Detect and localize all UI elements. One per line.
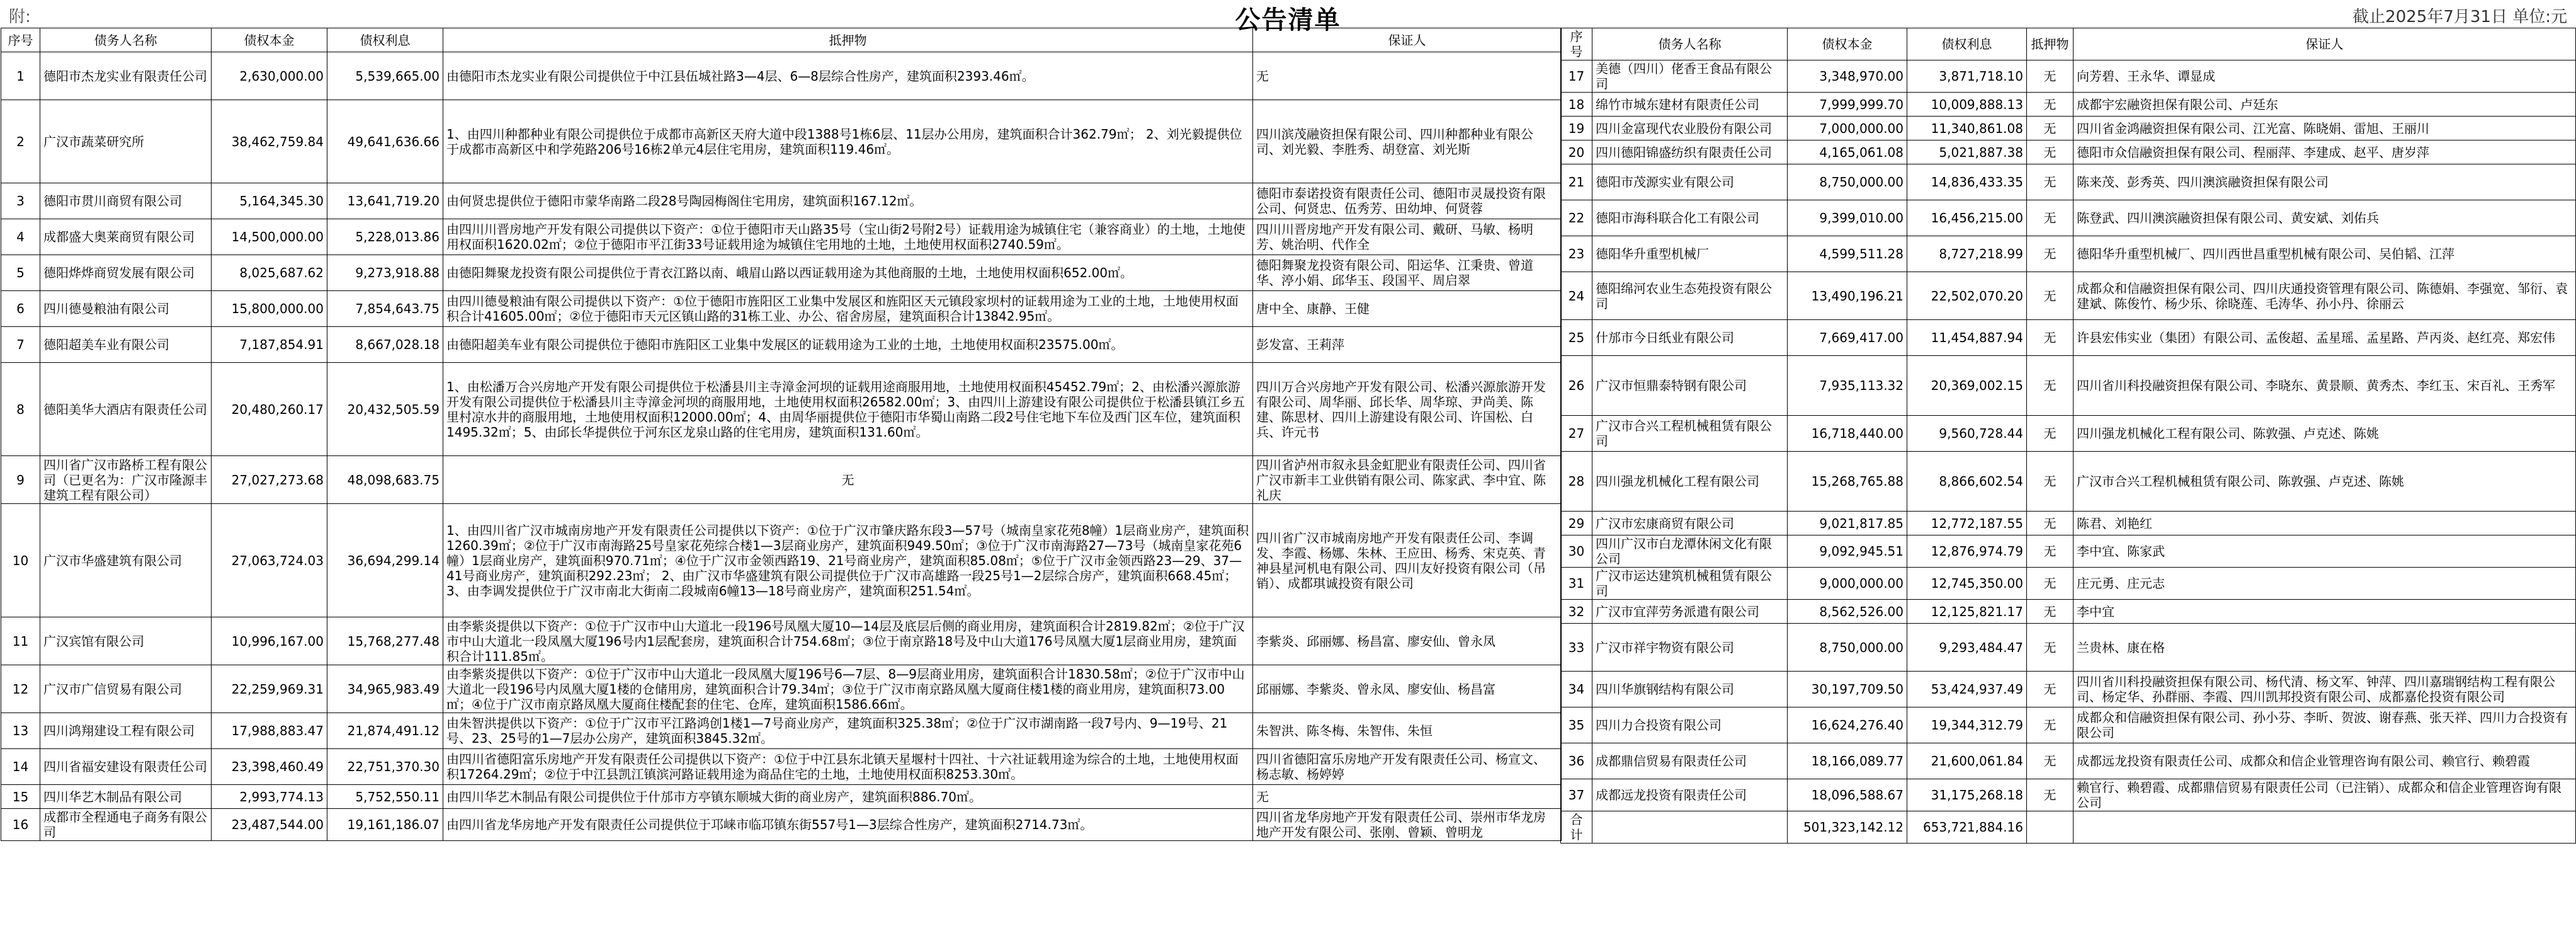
principal-cell: 30,197,709.50	[1788, 672, 1907, 707]
collateral-cell: 由何贤忠提供位于德阳市蒙华南路二段28号陶园梅阁住宅用房，建筑面积167.12㎡。	[443, 183, 1253, 219]
guarantor-cell: 庄元勇、庄元志	[2074, 568, 2576, 600]
table-row	[1561, 743, 2576, 779]
seq-cell: 3	[1, 183, 40, 219]
interest-cell: 19,344,312.79	[1907, 707, 2027, 743]
interest-cell: 22,502,070.20	[1907, 272, 2027, 320]
interest-cell: 12,772,187.55	[1907, 512, 2027, 535]
seq-cell: 19	[1561, 117, 1592, 140]
guarantor-cell: 成都远龙投资有限责任公司、成都众和信企业管理咨询有限公司、赖官行、赖碧霞	[2074, 743, 2576, 779]
principal-cell: 8,025,687.62	[212, 255, 327, 291]
guarantor-cell: 无	[1253, 52, 1562, 100]
collateral-cell: 无	[2027, 200, 2074, 236]
guarantor-cell: 李中宜	[2074, 600, 2576, 624]
table-row	[1561, 512, 2576, 535]
total-row	[1561, 811, 2576, 844]
principal-cell: 38,462,759.84	[212, 100, 327, 183]
guarantor-cell: 德阳华升重型机械厂、四川西世昌重型机械有限公司、吴伯韬、江萍	[2074, 236, 2576, 272]
debtor-cell: 广汉宾馆有限公司	[40, 617, 212, 665]
table-row	[1561, 707, 2576, 743]
interest-cell: 5,539,665.00	[327, 52, 443, 100]
seq-cell: 25	[1561, 320, 1592, 356]
guarantor-cell: 赖官行、赖碧霞、成都鼎信贸易有限责任公司（已注销）、成都众和信企业管理咨询有限公司	[2074, 779, 2576, 811]
principal-cell: 8,750,000.00	[1788, 164, 1907, 200]
guarantor-cell: 四川省金鸿融资担保有限公司、江光富、陈晓娟、雷旭、王丽川	[2074, 117, 2576, 140]
guarantor-cell: 德阳市众信融资担保有限公司、程丽萍、李建成、赵平、唐岁萍	[2074, 140, 2576, 164]
debtor-cell: 成都远龙投资有限责任公司	[1592, 779, 1788, 811]
guarantor-cell: 许县宏伟实业（集团）有限公司、孟俊超、孟星瑶、孟星路、芦丙炎、赵红亮、郑宏伟	[2074, 320, 2576, 356]
seq-cell: 18	[1561, 93, 1592, 117]
guarantor-cell: 成都宇宏融资担保有限公司、卢廷东	[2074, 93, 2576, 117]
guarantor-cell: 兰贵林、康在格	[2074, 624, 2576, 672]
seq-cell: 24	[1561, 272, 1592, 320]
table-row	[1, 291, 1562, 327]
principal-cell: 2,993,774.13	[212, 785, 327, 809]
guarantor-cell: 德阳市泰诺投资有限责任公司、德阳市灵晟投资有限公司、何贤忠、伍秀芳、田幼坤、何贤蓉	[1253, 183, 1562, 219]
collateral-cell: 无	[2027, 117, 2074, 140]
interest-cell: 15,768,277.48	[327, 617, 443, 665]
interest-cell: 12,745,350.00	[1907, 568, 2027, 600]
interest-cell: 13,641,719.20	[327, 183, 443, 219]
guarantor-cell: 成都众和信融资担保有限公司、孙小芬、李昕、贺波、谢春燕、张天祥、四川力合投资有限公司	[2074, 707, 2576, 743]
principal-cell: 4,165,061.08	[1788, 140, 1907, 164]
principal-cell: 18,096,588.67	[1788, 779, 1907, 811]
guarantor-cell: 邱丽娜、李紫炎、曾永凤、廖安仙、杨昌富	[1253, 665, 1562, 713]
col-debtor: 债务人名称	[40, 28, 212, 52]
interest-cell: 21,874,491.12	[327, 713, 443, 749]
guarantor-cell: 成都众和信融资担保有限公司、四川庆通投资管理有限公司、陈德娟、李强宽、邹衍、袁建斌、陈俊竹、杨少乐、徐晓莲、毛涛华、孙小丹、徐丽云	[2074, 272, 2576, 320]
seq-cell: 22	[1561, 200, 1592, 236]
collateral-cell: 无	[2027, 356, 2074, 416]
interest-cell: 53,424,937.49	[1907, 672, 2027, 707]
guarantor-cell: 德阳舞聚龙投资有限公司、阳运华、江秉贵、曾道华、渟小娟、邱华玉、段国平、周启翠	[1253, 255, 1562, 291]
interest-cell: 11,454,887.94	[1907, 320, 2027, 356]
debtor-cell: 德阳市海科联合化工有限公司	[1592, 200, 1788, 236]
seq-cell: 35	[1561, 707, 1592, 743]
total-interest: 653,721,884.16	[1907, 811, 2027, 844]
debtor-cell: 四川鸿翔建设工程有限公司	[40, 713, 212, 749]
guarantor-cell: 陈来茂、彭秀英、四川澳滨融资担保有限公司	[2074, 164, 2576, 200]
seq-cell: 5	[1, 255, 40, 291]
table-row	[1561, 140, 2576, 164]
guarantor-cell: 四川省广汉市城南房地产开发有限责任公司、李调发、李霞、杨娜、朱林、王应田、杨秀、宋克英、青神县星河机电有限公司、四川友好投资有限公司（吊销）、成都琪诚投资有限公司	[1253, 504, 1562, 617]
principal-cell: 9,021,817.85	[1788, 512, 1907, 535]
collateral-cell: 由四川省龙华房地产开发有限责任公司提供位于邛崃市临邛镇东街557号1—3层综合性房产，建筑面积2714.73㎡。	[443, 809, 1253, 841]
seq-cell: 36	[1561, 743, 1592, 779]
collateral-cell: 无	[2027, 743, 2074, 779]
debtor-cell: 四川德阳锦盛纺织有限责任公司	[1592, 140, 1788, 164]
collateral-cell: 由李紫炎提供以下资产：①位于广汉市中山大道北一段凤凰大厦196号6—7层、8—9层商业用房，建筑面积合计1830.58㎡；②位于广汉市中山大道北一段196号内凤凰大厦1楼的仓储用房，建筑面积合计79.34㎡；③位于广汉市南京路凤凰大厦商住楼1楼的商业用房，建筑面积73.00㎡；④位于广汉市南京路凤凰大厦商住楼配套的住宅、仓库，建筑面积1586.66㎡。	[443, 665, 1253, 713]
debtor-cell: 德阳烨烨商贸发展有限公司	[40, 255, 212, 291]
col-debtor: 债务人名称	[1592, 28, 1788, 60]
table-row	[1, 363, 1562, 456]
table-row	[1, 504, 1562, 617]
principal-cell: 20,480,260.17	[212, 363, 327, 456]
interest-cell: 20,369,002.15	[1907, 356, 2027, 416]
empty-cell	[1592, 811, 1788, 844]
principal-cell: 8,562,526.00	[1788, 600, 1907, 624]
left-header-row	[1, 28, 1562, 52]
interest-cell: 19,161,186.07	[327, 809, 443, 841]
principal-cell: 16,718,440.00	[1788, 416, 1907, 452]
table-row	[1561, 356, 2576, 416]
table-row	[1, 183, 1562, 219]
table-row	[1, 327, 1562, 363]
seq-cell: 37	[1561, 779, 1592, 811]
collateral-cell: 1、由松潘万合兴房地产开发有限公司提供位于松潘县川主寺漳金河坝的证载用途商服用地，土地使用权面积45452.79㎡；2、由松潘兴源旅游开发有限公司提供位于松潘县川主寺漳金河坝的商服用地，土地使用权面积26582.00㎡；3、由四川上游建设有限公司提供位于松潘县镇江乡五里村凉水井的商服用地，土地使用权面积12000.00㎡；4、由周华丽提供位于德阳市华蜀山南路二段2号住宅地下车位及西门区车位，建筑面积1495.32㎡；5、由邱长华提供位于河东区龙泉山路的住宅用房，建筑面积131.60㎡。	[443, 363, 1253, 456]
principal-cell: 27,063,724.03	[212, 504, 327, 617]
guarantor-cell: 四川万合兴房地产开发有限公司、松潘兴源旅游开发有限公司、周华丽、邱长华、周华琼、尹尚美、陈建、陈思材、四川上游建设有限公司、许国松、白兵、许元书	[1253, 363, 1562, 456]
debtor-cell: 德阳绵河农业生态苑投资有限公司	[1592, 272, 1788, 320]
interest-cell: 12,876,974.79	[1907, 535, 2027, 568]
table-row	[1561, 779, 2576, 811]
col-principal: 债权本金	[212, 28, 327, 52]
interest-cell: 48,098,683.75	[327, 456, 443, 504]
date-unit-note: 截止2025年7月31日 单位:元	[2352, 8, 2567, 26]
seq-cell: 31	[1561, 568, 1592, 600]
collateral-cell: 1、由四川省广汉市城南房地产开发有限责任公司提供以下资产：①位于广汉市肇庆路东段3—57号（城南皇家花苑8幢）1层商业房产，建筑面积1260.39㎡；②位于广汉市南海路25号皇家花苑综合楼1—3层商业房产，建筑面积949.50㎡；③位于广汉市南海路27—73号（城南皇家花苑6幢）1层商业房产，建筑面积970.71㎡；④位于广汉市金领西路19、21号商业房产，建筑面积85.08㎡；⑤位于广汉市金领西路23—29、37—41号商业房产，建筑面积292.23㎡； 2、由广汉市华盛建筑有限公司提供位于广汉市高雄路一段25号1—2层综合房产，建筑面积668.45㎡； 3、由李调发提供位于广汉市南北大街南二段城南6幢13—18号商业房产，建筑面积251.54㎡。	[443, 504, 1253, 617]
debtor-cell: 广汉市合兴工程机械租赁有限公司	[1592, 416, 1788, 452]
interest-cell: 5,021,887.38	[1907, 140, 2027, 164]
seq-cell: 12	[1, 665, 40, 713]
guarantor-cell: 广汉市合兴工程机械租赁有限公司、陈敦强、卢克述、陈姚	[2074, 452, 2576, 512]
debtor-cell: 广汉市祥宇物资有限公司	[1592, 624, 1788, 672]
document-header	[0, 0, 2576, 35]
collateral-cell: 无	[2027, 452, 2074, 512]
debtor-cell: 绵竹市城东建材有限责任公司	[1592, 93, 1788, 117]
principal-cell: 15,268,765.88	[1788, 452, 1907, 512]
interest-cell: 5,228,013.86	[327, 219, 443, 255]
seq-cell: 21	[1561, 164, 1592, 200]
total-label: 合计	[1561, 811, 1592, 844]
debtor-cell: 四川省福安建设有限责任公司	[40, 749, 212, 785]
interest-cell: 34,965,983.49	[327, 665, 443, 713]
table-row	[1561, 535, 2576, 568]
seq-cell: 29	[1561, 512, 1592, 535]
seq-cell: 2	[1, 100, 40, 183]
guarantor-cell: 四川川晋房地产开发有限公司、戴研、马敏、杨明芳、姚治明、代作全	[1253, 219, 1562, 255]
guarantor-cell: 四川省龙华房地产开发有限责任公司、崇州市华龙房地产开发有限公司、张刚、曾颖、曾明龙	[1253, 809, 1562, 841]
collateral-cell: 无	[2027, 600, 2074, 624]
collateral-cell: 无	[2027, 512, 2074, 535]
table-row	[1, 100, 1562, 183]
debtor-cell: 四川华旗钢结构有限公司	[1592, 672, 1788, 707]
debtor-cell: 四川德曼粮油有限公司	[40, 291, 212, 327]
total-principal: 501,323,142.12	[1788, 811, 1907, 844]
principal-cell: 23,398,460.49	[212, 749, 327, 785]
interest-cell: 31,175,268.18	[1907, 779, 2027, 811]
right-table	[1560, 28, 2576, 844]
interest-cell: 22,751,370.30	[327, 749, 443, 785]
principal-cell: 7,669,417.00	[1788, 320, 1907, 356]
col-seq: 序号	[1561, 28, 1592, 60]
collateral-cell: 由四川川晋房地产开发有限公司提供以下资产：①位于德阳市天山路35号（宝山街2号附2号）证载用途为城镇住宅（兼容商业）的土地，土地使用权面积1620.02㎡；②位于德阳市平江街33号证载用途为城镇住宅用地的土地，土地使用权面积2740.59㎡。	[443, 219, 1253, 255]
principal-cell: 2,630,000.00	[212, 52, 327, 100]
principal-cell: 16,624,276.40	[1788, 707, 1907, 743]
collateral-cell: 由四川德曼粮油有限公司提供以下资产：①位于德阳市旌阳区工业集中发展区和旌阳区天元镇段家坝村的证载用途为工业的土地，土地使用权面积合计41605.00㎡；②位于德阳市天元区镇山路的31栋工业、办公、宿舍房屋，建筑面积合计13842.95㎡。	[443, 291, 1253, 327]
guarantor-cell: 朱智洪、陈冬梅、朱智伟、朱恒	[1253, 713, 1562, 749]
interest-cell: 9,560,728.44	[1907, 416, 2027, 452]
collateral-cell: 由朱智洪提供以下资产：①位于广汉市平江路鸿创1楼1—7号商业房产，建筑面积325.38㎡；②位于广汉市湖南路一段7号内、9—19号、21号、23、25号的1—7层办公房产，建筑面积3845.32㎡。	[443, 713, 1253, 749]
collateral-cell: 由德阳超美车业有限公司提供位于德阳市旌阳区工业集中发展区的证载用途为工业的土地，土地使用权面积23575.00㎡。	[443, 327, 1253, 363]
seq-cell: 7	[1, 327, 40, 363]
table-row	[1, 52, 1562, 100]
principal-cell: 7,999,999.70	[1788, 93, 1907, 117]
interest-cell: 20,432,505.59	[327, 363, 443, 456]
debtor-cell: 德阳市茂源实业有限公司	[1592, 164, 1788, 200]
debtor-cell: 广汉市广信贸易有限公司	[40, 665, 212, 713]
table-row	[1561, 624, 2576, 672]
table-row	[1561, 164, 2576, 200]
seq-cell: 23	[1561, 236, 1592, 272]
interest-cell: 5,752,550.11	[327, 785, 443, 809]
table-row	[1, 255, 1562, 291]
seq-cell: 15	[1, 785, 40, 809]
table-row	[1561, 416, 2576, 452]
table-row	[1561, 236, 2576, 272]
debtor-cell: 什邡市今日纸业有限公司	[1592, 320, 1788, 356]
seq-cell: 1	[1, 52, 40, 100]
interest-cell: 11,340,861.08	[1907, 117, 2027, 140]
debtor-cell: 广汉市蔬菜研究所	[40, 100, 212, 183]
table-row	[1, 219, 1562, 255]
guarantor-cell: 四川省川科投融资担保有限公司、杨代清、杨文军、钟萍、四川嘉瑞钢结构工程有限公司、杨定华、孙群丽、李霞、四川凯邦投资有限公司、成都嘉伦投资有限公司	[2074, 672, 2576, 707]
interest-cell: 9,273,918.88	[327, 255, 443, 291]
col-principal: 债权本金	[1788, 28, 1907, 60]
collateral-cell: 由李紫炎提供以下资产：①位于广汉市中山大道北一段196号凤凰大厦10—14层及底层后侧的商业用房，建筑面积合计2819.82㎡；②位于广汉市中山大道北一段凤凰大厦196号内1层配套房，建筑面积合计754.68㎡；③位于南京路18号及中山大道176号凤凰大厦1层商业用房，建筑面积合计111.85㎡。	[443, 617, 1253, 665]
principal-cell: 18,166,089.77	[1788, 743, 1907, 779]
interest-cell: 16,456,215.00	[1907, 200, 2027, 236]
principal-cell: 4,599,511.28	[1788, 236, 1907, 272]
collateral-cell: 无	[2027, 568, 2074, 600]
principal-cell: 15,800,000.00	[212, 291, 327, 327]
table-row	[1561, 320, 2576, 356]
seq-cell: 34	[1561, 672, 1592, 707]
table-row	[1561, 600, 2576, 624]
collateral-cell: 无	[2027, 60, 2074, 93]
principal-cell: 13,490,196.21	[1788, 272, 1907, 320]
debtor-cell: 四川金富现代农业股份有限公司	[1592, 117, 1788, 140]
seq-cell: 26	[1561, 356, 1592, 416]
collateral-cell: 无	[2027, 272, 2074, 320]
principal-cell: 7,935,113.32	[1788, 356, 1907, 416]
collateral-cell: 由德阳舞聚龙投资有限公司提供位于青衣江路以南、峨眉山路以西证载用途为其他商服的土地，土地使用权面积652.00㎡。	[443, 255, 1253, 291]
debtor-cell: 德阳超美车业有限公司	[40, 327, 212, 363]
debtor-cell: 四川华艺木制品有限公司	[40, 785, 212, 809]
seq-cell: 16	[1, 809, 40, 841]
table-row	[1, 713, 1562, 749]
debtor-cell: 广汉市宏康商贸有限公司	[1592, 512, 1788, 535]
collateral-cell: 无	[2027, 672, 2074, 707]
seq-cell: 30	[1561, 535, 1592, 568]
guarantor-cell: 陈君、刘艳红	[2074, 512, 2576, 535]
seq-cell: 27	[1561, 416, 1592, 452]
interest-cell: 21,600,061.84	[1907, 743, 2027, 779]
debtor-cell: 广汉市宜萍劳务派遣有限公司	[1592, 600, 1788, 624]
guarantor-cell: 陈登武、四川澳滨融资担保有限公司、黄安斌、刘佑兵	[2074, 200, 2576, 236]
table-row	[1, 809, 1562, 841]
attachment-prefix: 附:	[9, 8, 31, 26]
collateral-cell: 由德阳市杰龙实业有限公司提供位于中江县伍城社路3—4层、6—8层综合性房产，建筑面积2393.46㎡。	[443, 52, 1253, 100]
interest-cell: 8,866,602.54	[1907, 452, 2027, 512]
principal-cell: 9,092,945.51	[1788, 535, 1907, 568]
table-row	[1561, 117, 2576, 140]
collateral-cell: 无	[2027, 320, 2074, 356]
interest-cell: 10,009,888.13	[1907, 93, 2027, 117]
collateral-cell: 无	[2027, 416, 2074, 452]
collateral-cell: 无	[2027, 140, 2074, 164]
collateral-cell: 无	[2027, 164, 2074, 200]
collateral-cell: 无	[2027, 93, 2074, 117]
principal-cell: 5,164,345.30	[212, 183, 327, 219]
debtor-cell: 德阳华升重型机械厂	[1592, 236, 1788, 272]
principal-cell: 7,000,000.00	[1788, 117, 1907, 140]
collateral-cell: 无	[2027, 624, 2074, 672]
col-seq: 序号	[1, 28, 40, 52]
table-row	[1561, 93, 2576, 117]
collateral-cell: 1、由四川种都种业有限公司提供位于成都市高新区天府大道中段1388号1栋6层、11层办公用房，建筑面积合计362.79㎡； 2、刘光毅提供位于成都市高新区中和学苑路206号16栋2单元4层住宅用房，建筑面积119.46㎡。	[443, 100, 1253, 183]
guarantor-cell: 四川省川科投融资担保有限公司、李晓东、黄景顺、黄秀杰、李红玉、宋百礼、王秀军	[2074, 356, 2576, 416]
principal-cell: 23,487,544.00	[212, 809, 327, 841]
guarantor-cell: 李紫炎、邱丽娜、杨昌富、廖安仙、曾永凤	[1253, 617, 1562, 665]
debtor-cell: 德阳美华大酒店有限责任公司	[40, 363, 212, 456]
debtor-cell: 广汉市华盛建筑有限公司	[40, 504, 212, 617]
guarantor-cell: 彭发富、王莉萍	[1253, 327, 1562, 363]
seq-cell: 10	[1, 504, 40, 617]
guarantor-cell: 四川省德阳富乐房地产开发有限责任公司、杨宣文、杨志敏、杨婷婷	[1253, 749, 1562, 785]
interest-cell: 8,667,028.18	[327, 327, 443, 363]
interest-cell: 7,854,643.75	[327, 291, 443, 327]
debtor-cell: 成都盛大奥莱商贸有限公司	[40, 219, 212, 255]
debtor-cell: 广汉市恒鼎泰特钢有限公司	[1592, 356, 1788, 416]
collateral-cell: 无	[2027, 535, 2074, 568]
interest-cell: 36,694,299.14	[327, 504, 443, 617]
debtor-cell: 四川省广汉市路桥工程有限公司（已更名为：广汉市隆源丰建筑工程有限公司）	[40, 456, 212, 504]
principal-cell: 3,348,970.00	[1788, 60, 1907, 93]
guarantor-cell: 四川强龙机械化工程有限公司、陈敦强、卢克述、陈姚	[2074, 416, 2576, 452]
guarantor-cell: 无	[1253, 785, 1562, 809]
table-row	[1561, 672, 2576, 707]
principal-cell: 9,000,000.00	[1788, 568, 1907, 600]
collateral-cell: 无	[2027, 236, 2074, 272]
document-title: 公告清单	[1235, 6, 1341, 35]
col-collateral: 抵押物	[443, 28, 1253, 52]
table-row	[1, 785, 1562, 809]
table-row	[1, 617, 1562, 665]
principal-cell: 14,500,000.00	[212, 219, 327, 255]
principal-cell: 27,027,273.68	[212, 456, 327, 504]
principal-cell: 9,399,010.00	[1788, 200, 1907, 236]
debtor-cell: 美德（四川）佬香王食品有限公司	[1592, 60, 1788, 93]
interest-cell: 8,727,218.99	[1907, 236, 2027, 272]
table-row	[1, 456, 1562, 504]
principal-cell: 22,259,969.31	[212, 665, 327, 713]
collateral-cell: 无	[2027, 707, 2074, 743]
empty-cell	[2074, 811, 2576, 844]
col-interest: 债权利息	[327, 28, 443, 52]
guarantor-cell: 李中宜、陈家武	[2074, 535, 2576, 568]
seq-cell: 20	[1561, 140, 1592, 164]
seq-cell: 33	[1561, 624, 1592, 672]
table-row	[1561, 568, 2576, 600]
table-row	[1, 749, 1562, 785]
collateral-cell: 无	[443, 456, 1253, 504]
seq-cell: 8	[1, 363, 40, 456]
seq-cell: 32	[1561, 600, 1592, 624]
collateral-cell: 由四川华艺木制品有限公司提供位于什邡市方亭镇东顺城大街的商业房产，建筑面积886.70㎡。	[443, 785, 1253, 809]
principal-cell: 17,988,883.47	[212, 713, 327, 749]
seq-cell: 13	[1, 713, 40, 749]
collateral-cell: 无	[2027, 779, 2074, 811]
seq-cell: 9	[1, 456, 40, 504]
debtor-cell: 四川广汉市白龙潭休闲文化有限公司	[1592, 535, 1788, 568]
left-table	[1, 28, 1562, 841]
table-row	[1561, 272, 2576, 320]
debtor-cell: 广汉市运达建筑机械租赁有限公司	[1592, 568, 1788, 600]
debtor-cell: 四川力合投资有限公司	[1592, 707, 1788, 743]
principal-cell: 10,996,167.00	[212, 617, 327, 665]
table-row	[1561, 60, 2576, 93]
seq-cell: 4	[1, 219, 40, 255]
seq-cell: 28	[1561, 452, 1592, 512]
table-row	[1561, 200, 2576, 236]
debtor-cell: 德阳市贯川商贸有限公司	[40, 183, 212, 219]
interest-cell: 49,641,636.66	[327, 100, 443, 183]
guarantor-cell: 向芳碧、王永华、谭显成	[2074, 60, 2576, 93]
col-interest: 债权利息	[1907, 28, 2027, 60]
right-header-row	[1561, 28, 2576, 60]
col-collateral: 抵押物	[2027, 28, 2074, 60]
col-guarantor: 保证人	[2074, 28, 2576, 60]
table-row	[1561, 452, 2576, 512]
seq-cell: 11	[1, 617, 40, 665]
debtor-cell: 德阳市杰龙实业有限责任公司	[40, 52, 212, 100]
empty-cell	[2027, 811, 2074, 844]
interest-cell: 14,836,433.35	[1907, 164, 2027, 200]
seq-cell: 17	[1561, 60, 1592, 93]
collateral-cell: 由四川省德阳富乐房地产开发有限责任公司提供以下资产：①位于中江县东北镇天星堰村十四社、十六社证载用途为综合的土地，土地使用权面积17264.29㎡；②位于中江县凯江镇滨河路证载用途为商品住宅的土地，土地使用权面积8253.30㎡。	[443, 749, 1253, 785]
seq-cell: 6	[1, 291, 40, 327]
debtor-cell: 成都市全程通电子商务有限公司	[40, 809, 212, 841]
seq-cell: 14	[1, 749, 40, 785]
debtor-cell: 四川强龙机械化工程有限公司	[1592, 452, 1788, 512]
table-row	[1, 665, 1562, 713]
guarantor-cell: 唐中全、康静、王健	[1253, 291, 1562, 327]
principal-cell: 8,750,000.00	[1788, 624, 1907, 672]
debtor-cell: 成都鼎信贸易有限责任公司	[1592, 743, 1788, 779]
col-guarantor: 保证人	[1253, 28, 1562, 52]
principal-cell: 7,187,854.91	[212, 327, 327, 363]
interest-cell: 12,125,821.17	[1907, 600, 2027, 624]
interest-cell: 9,293,484.47	[1907, 624, 2027, 672]
guarantor-cell: 四川省泸州市叙永县金虹肥业有限责任公司、四川省广汉市新丰工业供销有限公司、陈家武、李中宜、陈礼庆	[1253, 456, 1562, 504]
interest-cell: 3,871,718.10	[1907, 60, 2027, 93]
guarantor-cell: 四川滨茂融资担保有限公司、四川种都种业有限公司、刘光毅、李胜秀、胡登富、刘光斯	[1253, 100, 1562, 183]
